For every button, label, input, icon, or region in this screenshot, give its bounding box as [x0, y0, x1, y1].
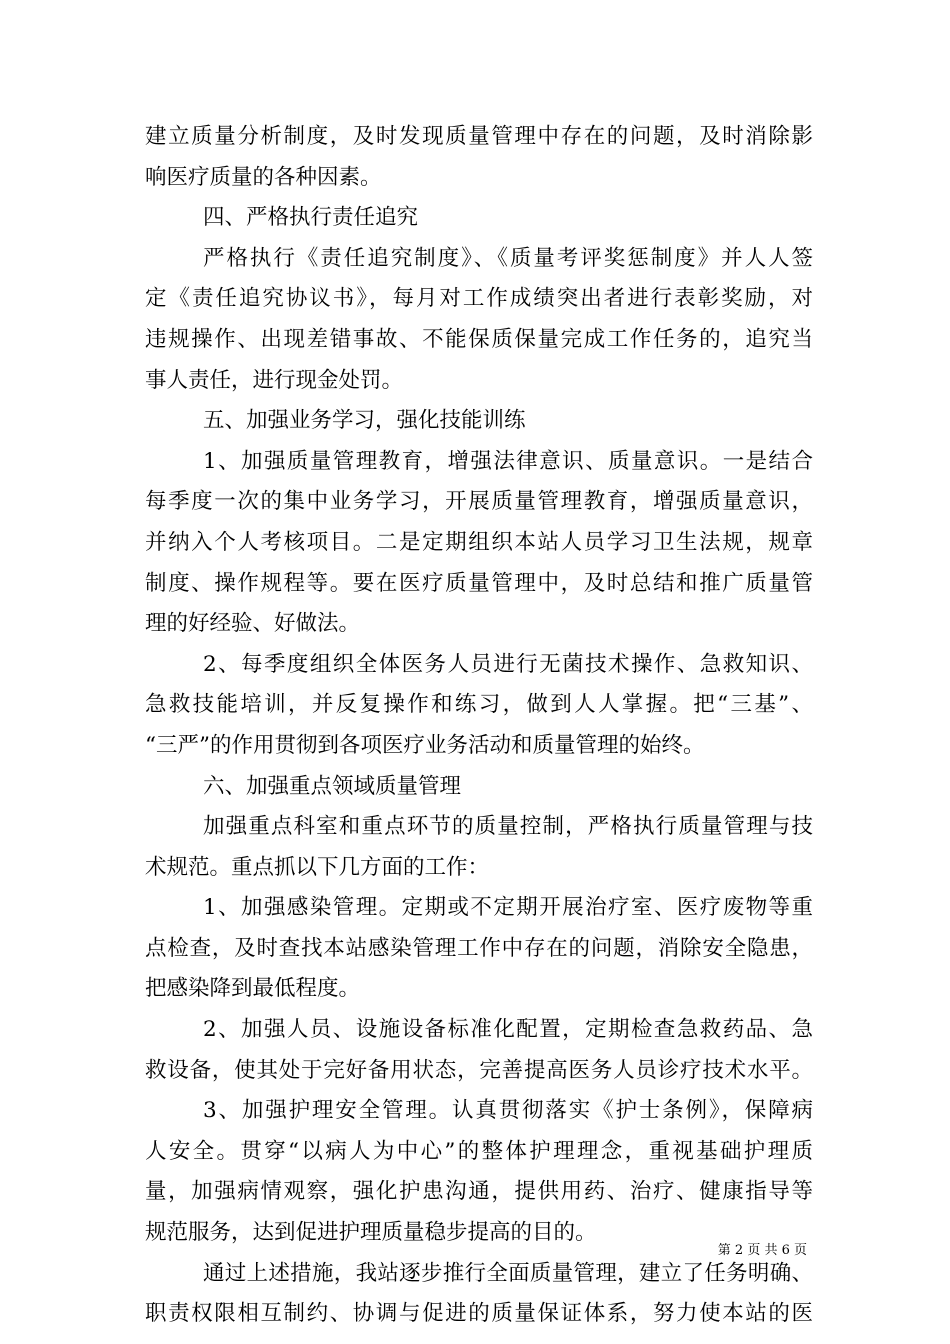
text-line: 人安全。贯穿“以病人为中心”的整体护理理念，重视基础护理质: [145, 1138, 813, 1164]
text-line: 把感染降到最低程度。: [145, 976, 361, 1002]
text-line: 急救技能培训，并反复操作和练习，做到人人掌握。把“三基”、: [145, 692, 813, 718]
page-number: 第 2 页 共 6 页: [717, 1243, 807, 1258]
text-line: 违规操作、出现差错事故、不能保质保量完成工作任务的，追究当: [145, 326, 813, 352]
text-line: 理的好经验、好做法。: [145, 611, 361, 637]
text-line: 并纳入个人考核项目。二是定期组织本站人员学习卫生法规，规章: [145, 529, 813, 555]
text-line: 建立质量分析制度，及时发现质量管理中存在的问题，及时消除影: [145, 124, 813, 149]
paragraph-first-line: 严格执行《责任追究制度》、《质量考评奖惩制度》并人人签: [203, 245, 813, 271]
list-item-first-line: 1、加强质量管理教育，增强法律意识、质量意识。一是结合: [203, 448, 813, 474]
section-heading: 六、加强重点领域质量管理: [203, 773, 462, 799]
text-line: 每季度一次的集中业务学习，开展质量管理教育，增强质量意识，: [145, 489, 813, 515]
text-line: 术规范。重点抓以下几方面的工作：: [145, 854, 490, 880]
list-item-first-line: 2、加强人员、设施设备标准化配置，定期检查急救药品、急: [203, 1017, 813, 1043]
section-heading: 四、严格执行责任追究: [203, 205, 419, 231]
text-line: 定《责任追究协议书》，每月对工作成绩突出者进行表彰奖励，对: [145, 286, 813, 312]
text-line: 救设备，使其处于完好备用状态，完善提高医务人员诊疗技术水平。: [145, 1057, 813, 1083]
paragraph-first-line: 加强重点科室和重点环节的质量控制，严格执行质量管理与技: [203, 814, 813, 840]
text-line: 制度、操作规程等。要在医疗质量管理中，及时总结和推广质量管: [145, 570, 813, 596]
text-line: 规范服务，达到促进护理质量稳步提高的目的。: [145, 1220, 597, 1246]
list-item-first-line: 3、加强护理安全管理。认真贯彻落实《护士条例》，保障病: [203, 1098, 813, 1124]
document-body: [145, 117, 813, 1335]
text-line: 量，加强病情观察，强化护患沟通，提供用药、治疗、健康指导等: [145, 1179, 813, 1205]
paragraph-first-line: 通过上述措施，我站逐步推行全面质量管理，建立了任务明确、: [203, 1260, 813, 1286]
text-line: “三严”的作用贯彻到各项医疗业务活动和质量管理的始终。: [145, 732, 705, 758]
list-item-first-line: 2、每季度组织全体医务人员进行无菌技术操作、急救知识、: [203, 651, 813, 677]
text-line: 响医疗质量的各种因素。: [145, 164, 382, 190]
text-line: 职责权限相互制约、协调与促进的质量保证体系，努力使本站的医: [145, 1301, 813, 1327]
list-item-first-line: 1、加强感染管理。定期或不定期开展治疗室、医疗废物等重: [203, 895, 813, 921]
section-heading: 五、加强业务学习，强化技能训练: [203, 408, 526, 434]
text-line: 事人责任，进行现金处罚。: [145, 367, 404, 393]
text-line: 点检查，及时查找本站感染管理工作中存在的问题，消除安全隐患，: [145, 935, 813, 961]
